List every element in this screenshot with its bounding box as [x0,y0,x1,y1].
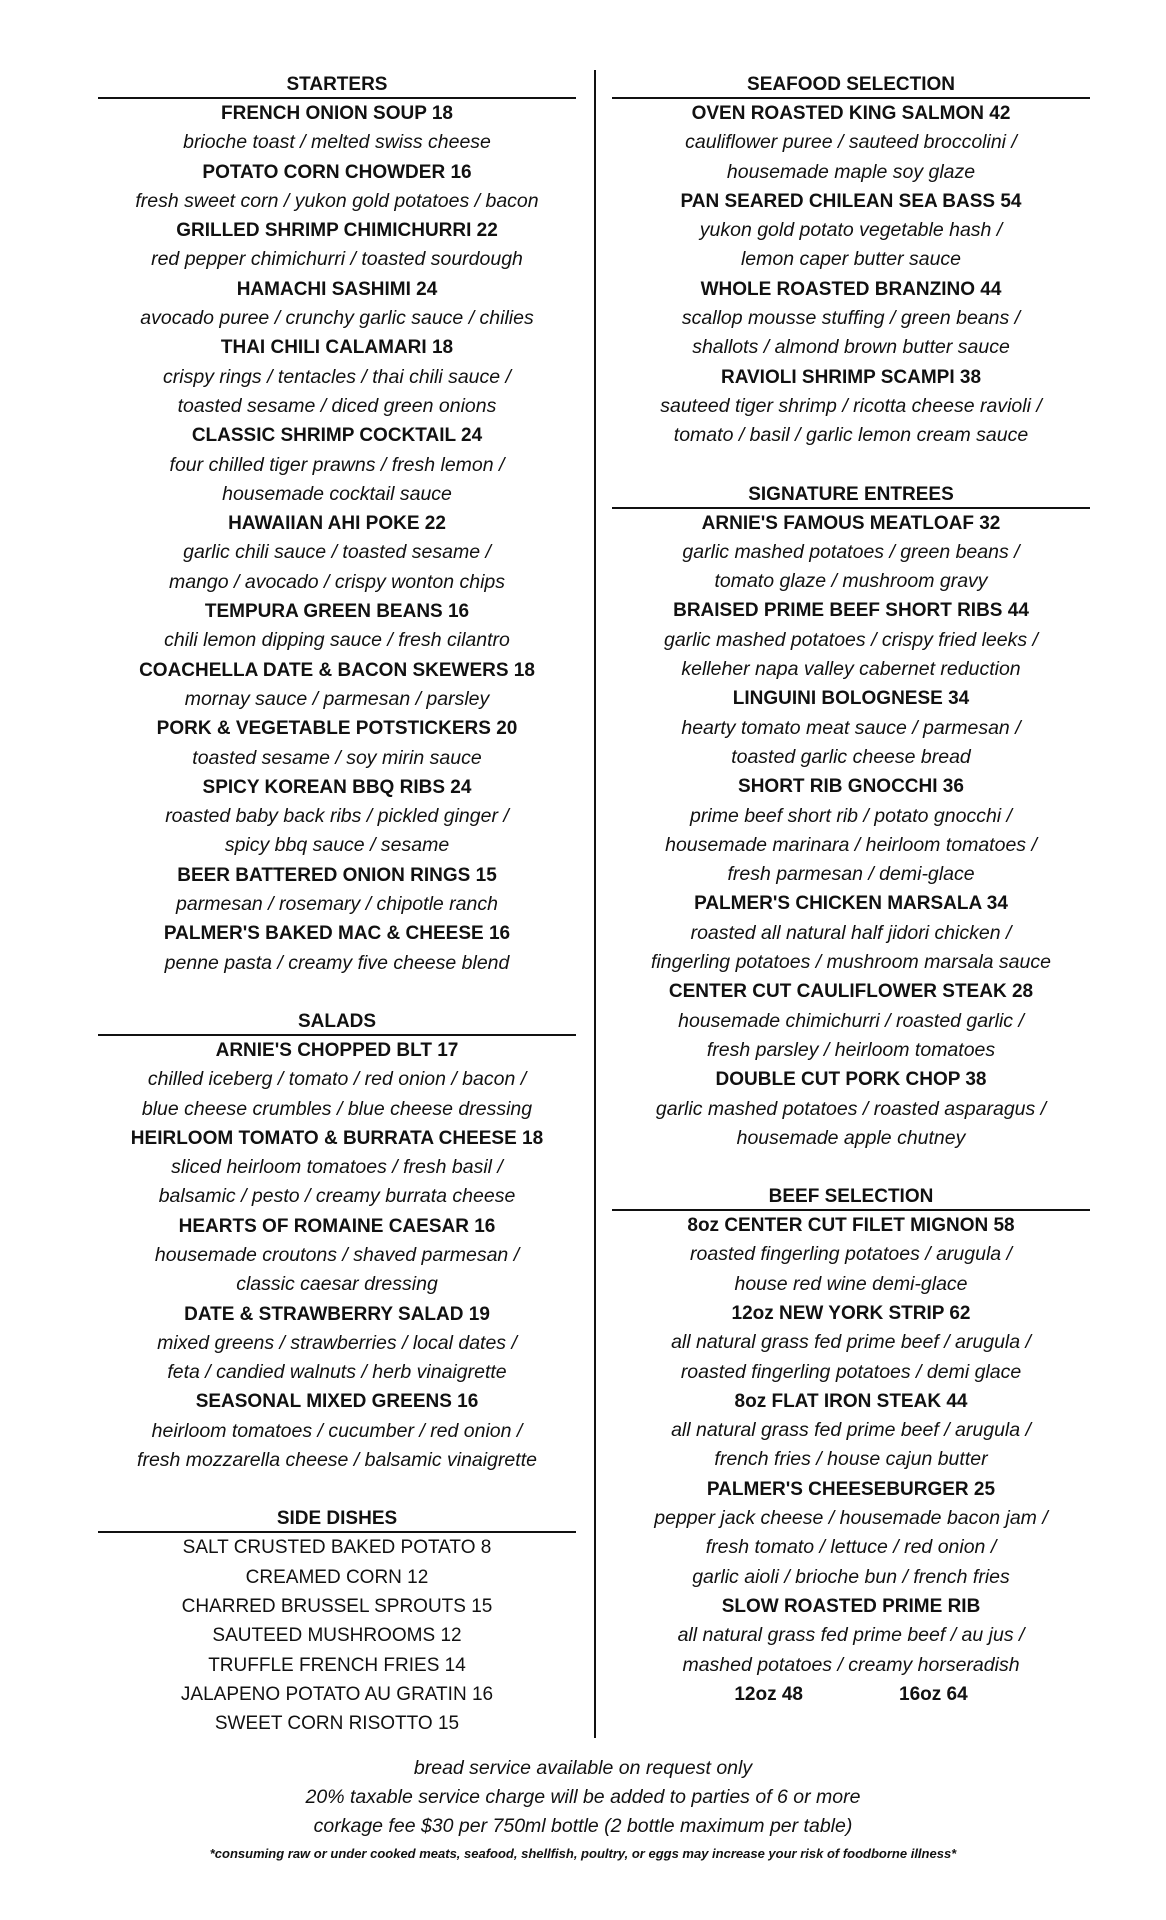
menu-item [98,99,576,158]
menu-item [98,1124,576,1212]
menu-item-title: SPICY KOREAN BBQ RIBS 24 [202,776,472,798]
menu-item-description: mixed greens / strawberries / local dates / [157,1331,517,1354]
menu-item-title: FRENCH ONION SOUP 18 [221,103,453,124]
menu-item-description: red pepper chimichurri / toasted sourdough [151,248,523,271]
menu-item-title: DATE & STRAWBERRY SALAD 19 [184,1303,490,1325]
menu-item-description: fresh parsley / heirloom tomatoes [706,1038,996,1061]
side-dish-item: JALAPENO POTATO AU GRATIN 16 [180,1683,494,1705]
section-heading-seafood: SEAFOOD SELECTION [612,70,1090,99]
menu-item-description: chili lemon dipping sauce / fresh cilantro [164,629,510,652]
menu-item-description: four chilled tiger prawns / fresh lemon / [169,453,505,476]
menu-item-description: garlic mashed potatoes / crispy fried leeks / [664,628,1038,651]
menu-item-title: HAWAIIAN AHI POKE 22 [228,513,446,535]
beef-list [612,1211,1090,1680]
menu-item-description: shallots / almond brown butter sauce [692,336,1010,359]
menu-item-title: PALMER'S CHEESEBURGER 25 [706,1478,996,1500]
menu-item-description: blue cheese crumbles / blue cheese dressing [141,1097,533,1120]
menu-item [98,597,576,656]
menu-item-description: lemon caper butter sauce [740,248,962,271]
menu-item-description: toasted garlic cheese bread [731,745,971,768]
menu-item-description: toasted sesame / soy mirin sauce [192,746,482,769]
menu-item-description: spicy bbq sauce / sesame [224,834,450,857]
menu-item-description: roasted fingerling potatoes / arugula / [690,1243,1012,1266]
menu-item-description: housemade croutons / shaved parmesan / [154,1243,520,1266]
side-dish-item: SAUTEED MUSHROOMS 12 [212,1625,462,1647]
starters-section [98,70,576,978]
menu-item-description: chilled iceberg / tomato / red onion / bacon / [147,1068,527,1091]
footer-disclaimer: *consuming raw or under cooked meats, seafood, shellfish, poultry, or eggs may increase your risk of foodborne illness* [209,1846,957,1861]
menu-item-description: prime beef short rib / potato gnocchi / [690,804,1012,827]
menu-item [98,216,576,275]
right-column [612,70,1090,1709]
menu-item [98,333,576,421]
menu-item [612,1475,1090,1592]
menu-item-description: parmesan / rosemary / chipotle ranch [176,893,498,916]
menu-item-title: COACHELLA DATE & BACON SKEWERS 18 [139,659,535,681]
menu-item-title: ARNIE'S CHOPPED BLT 17 [215,1039,459,1061]
menu-item [612,363,1090,451]
menu-item [98,1387,576,1475]
menu-item-description: garlic mashed potatoes / roasted asparagus / [655,1097,1047,1120]
menu-item [98,773,576,861]
section-heading-starters: STARTERS [98,70,576,99]
menu-item-description: scallop mousse stuffing / green beans / [681,307,1021,330]
menu-item [612,99,1090,187]
section-heading-side-dishes: SIDE DISHES [98,1504,576,1533]
menu-item-title: SEASONAL MIXED GREENS 16 [195,1391,479,1413]
menu-item [98,158,576,217]
menu-item-description: mango / avocado / crispy wonton chips [168,570,505,593]
menu-item-title: BRAISED PRIME BEEF SHORT RIBS 44 [673,600,1029,622]
menu-item [98,1036,576,1124]
sides-section [98,1504,576,1738]
menu-item [98,509,576,597]
menu-item [98,714,576,773]
menu-item-description: housemade chimichurri / roasted garlic / [678,1009,1024,1032]
menu-item-title: SHORT RIB GNOCCHI 36 [738,776,964,798]
menu-item-title: OVEN ROASTED KING SALMON 42 [691,103,1011,124]
menu-item [98,919,576,978]
prime-rib-size-12oz: 12oz 48 [734,1683,803,1705]
side-dish-item: TRUFFLE FRENCH FRIES 14 [208,1654,466,1676]
seafood-section [612,70,1090,451]
menu-item-description: fresh sweet corn / yukon gold potatoes / bacon [135,189,539,212]
menu-item [612,187,1090,275]
menu-item-description: housemade cocktail sauce [222,482,452,505]
menu-item-title: DOUBLE CUT PORK CHOP 38 [715,1069,987,1091]
menu-item-description: cauliflower puree / sauteed broccolini / [685,131,1017,154]
side-dish-item: SALT CRUSTED BAKED POTATO 8 [182,1537,492,1559]
menu-item [612,684,1090,772]
menu-item-description: tomato glaze / mushroom gravy [714,570,988,593]
menu-item [612,889,1090,977]
menu-item-description: fingerling potatoes / mushroom marsala sauce [651,951,1051,974]
menu-item-description: feta / candied walnuts / herb vinaigrette [167,1361,507,1384]
menu-item-description: yukon gold potato vegetable hash / [699,219,1003,242]
menu-item [612,1387,1090,1475]
menu-item [612,1211,1090,1299]
menu-item-description: fresh mozzarella cheese / balsamic vinaigrette [137,1449,537,1472]
menu-item [612,772,1090,889]
menu-item-description: brioche toast / melted swiss cheese [183,131,491,154]
menu-item-description: housemade apple chutney [736,1126,966,1149]
menu-footer [0,1754,1166,1865]
footer-service-charge-note: 20% taxable service charge will be added to parties of 6 or more [305,1786,861,1808]
signature-section [612,480,1090,1154]
menu-item-title: BEER BATTERED ONION RINGS 15 [177,864,497,886]
menu-item-description: pepper jack cheese / housemade bacon jam / [654,1507,1048,1530]
menu-item [98,421,576,509]
menu-item [612,275,1090,363]
menu-item-title: ARNIE'S FAMOUS MEATLOAF 32 [701,512,1001,534]
section-heading-signature-entrees: SIGNATURE ENTREES [612,480,1090,509]
section-heading-beef: BEEF SELECTION [612,1182,1090,1211]
menu-item [612,596,1090,684]
menu-item-title: CLASSIC SHRIMP COCKTAIL 24 [191,425,483,447]
menu-item-description: garlic mashed potatoes / green beans / [682,540,1020,563]
menu-item [612,1592,1090,1680]
menu-item [98,1212,576,1300]
menu-item-title: 8oz CENTER CUT FILET MIGNON 58 [687,1215,1015,1237]
menu-item [612,1299,1090,1387]
prime-rib-size-16oz: 16oz 64 [899,1683,968,1705]
column-divider [594,70,596,1738]
menu-item-description: avocado puree / crunchy garlic sauce / chilies [140,307,534,330]
menu-item-description: house red wine demi-glace [734,1272,968,1295]
left-column [98,70,576,1738]
menu-item-description: garlic aioli / brioche bun / french fries [692,1565,1010,1588]
sides-list [98,1533,576,1738]
beef-section [612,1182,1090,1709]
menu-item-title: HAMACHI SASHIMI 24 [236,278,438,300]
menu-item-description: fresh parmesan / demi-glace [727,863,975,886]
menu-item-title: WHOLE ROASTED BRANZINO 44 [700,278,1002,300]
menu-item-description: sliced heirloom tomatoes / fresh basil / [171,1156,503,1179]
menu-item-description: all natural grass fed prime beef / arugula / [671,1419,1031,1442]
menu-item-title: PALMER'S CHICKEN MARSALA 34 [694,893,1008,915]
menu-item-description: all natural grass fed prime beef / arugula / [671,1331,1031,1354]
menu-item-title: 12oz NEW YORK STRIP 62 [731,1302,971,1324]
menu-item-description: housemade maple soy glaze [726,160,976,183]
menu-item-title: 8oz FLAT IRON STEAK 44 [734,1390,968,1412]
menu-item-title: GRILLED SHRIMP CHIMICHURRI 22 [176,220,498,242]
menu-item [612,977,1090,1065]
menu-item-description: balsamic / pesto / creamy burrata cheese [158,1185,516,1208]
menu-item-title: CENTER CUT CAULIFLOWER STEAK 28 [668,981,1034,1003]
menu-item-title: HEARTS OF ROMAINE CAESAR 16 [178,1215,496,1237]
menu-item-description: tomato / basil / garlic lemon cream sauce [673,424,1029,447]
menu-item [612,509,1090,597]
menu-item-description: hearty tomato meat sauce / parmesan / [681,716,1021,739]
menu-item-title: RAVIOLI SHRIMP SCAMPI 38 [720,366,982,388]
menu-item-description: kelleher napa valley cabernet reduction [681,658,1021,681]
menu-item-description: housemade marinara / heirloom tomatoes / [665,833,1037,856]
seafood-list [612,99,1090,451]
menu-item-title: POTATO CORN CHOWDER 16 [202,161,472,183]
menu-item-title: LINGUINI BOLOGNESE 34 [732,688,970,710]
menu-item-description: fresh tomato / lettuce / red onion / [705,1536,997,1559]
menu-item-description: penne pasta / creamy five cheese blend [164,951,510,974]
menu-item-title: HEIRLOOM TOMATO & BURRATA CHEESE 18 [130,1127,544,1149]
menu-item-description: heirloom tomatoes / cucumber / red onion / [151,1419,523,1442]
menu-item-description: crispy rings / tentacles / thai chili sauce / [163,365,511,388]
menu-item [98,861,576,920]
menu-item-title: THAI CHILI CALAMARI 18 [220,337,454,359]
footer-bread-note: bread service available on request only [413,1757,753,1779]
menu-item-title: PAN SEARED CHILEAN SEA BASS 54 [680,190,1022,212]
menu-item-description: toasted sesame / diced green onions [177,394,497,417]
menu-item-description: sauteed tiger shrimp / ricotta cheese ravioli / [660,394,1042,417]
menu-item [98,656,576,715]
menu-item-title: PALMER'S BAKED MAC & CHEESE 16 [163,923,511,945]
prime-rib-sizes [612,1680,1090,1709]
salads-list [98,1036,576,1475]
menu-item [98,1300,576,1388]
menu-item-description: garlic chili sauce / toasted sesame / [183,541,491,564]
side-dish-item: CREAMED CORN 12 [245,1566,429,1588]
salads-section [98,1007,576,1475]
menu-item-description: classic caesar dressing [236,1273,438,1296]
menu-item-title: SLOW ROASTED PRIME RIB [721,1595,981,1617]
signature-list [612,509,1090,1154]
menu-item-description: mashed potatoes / creamy horseradish [682,1653,1020,1676]
side-dish-item: SWEET CORN RISOTTO 15 [214,1713,460,1735]
starters-list [98,99,576,978]
menu-item-description: mornay sauce / parmesan / parsley [184,687,490,710]
footer-corkage-note: corkage fee $30 per 750ml bottle (2 bottle maximum per table) [313,1815,853,1837]
menu-item-description: french fries / house cajun butter [714,1448,988,1471]
menu-item-description: roasted fingerling potatoes / demi glace [680,1360,1022,1383]
menu-item [98,275,576,334]
menu-item [612,1065,1090,1153]
menu-item-description: roasted all natural half jidori chicken / [690,921,1012,944]
menu-item-description: all natural grass fed prime beef / au jus / [677,1624,1025,1647]
menu-item-description: roasted baby back ribs / pickled ginger / [165,805,509,828]
menu-item-title: TEMPURA GREEN BEANS 16 [204,601,470,623]
section-heading-salads: SALADS [98,1007,576,1036]
menu-item-title: PORK & VEGETABLE POTSTICKERS 20 [156,718,518,740]
side-dish-item: CHARRED BRUSSEL SPROUTS 15 [181,1595,493,1617]
